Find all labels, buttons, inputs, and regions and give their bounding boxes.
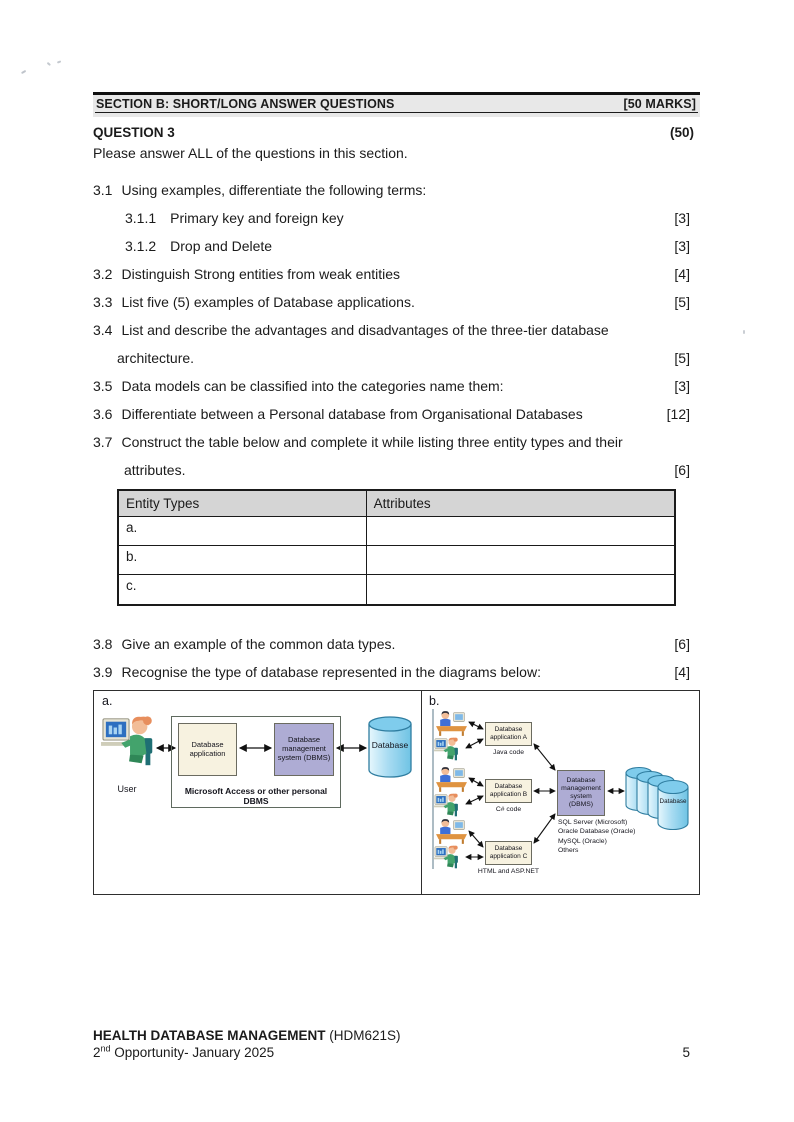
dbms-product: SQL Server (Microsoft): [558, 819, 628, 826]
question-number: 3.1.1: [125, 210, 157, 226]
pencil-mark: [743, 330, 745, 334]
dbms-box: Database management system (DBMS): [557, 770, 605, 816]
app-b-tech-label: C# code: [495, 806, 522, 813]
entity-table-row-a: [118, 516, 675, 545]
entity-cell: c.: [118, 574, 366, 605]
dbms-product: MySQL (Oracle): [558, 837, 607, 845]
user-at-computer-icon: [435, 710, 468, 737]
question-text: Primary key and foreign key: [170, 210, 344, 226]
entity-table-header-entity-types: Entity Types: [118, 490, 366, 516]
footer-course-line: [93, 1028, 690, 1043]
user-at-computer-icon: [435, 818, 468, 845]
question-row-3-8: [93, 636, 690, 652]
footer-course-code: (HDM621S): [325, 1028, 401, 1043]
entity-table-row-c: [118, 574, 675, 605]
question-marks: [6]: [674, 462, 690, 478]
entity-table-row-b: [118, 545, 675, 574]
question-row-3-6: [93, 406, 690, 422]
question-total-marks: (50): [669, 125, 694, 140]
entity-table-header-attributes: Attributes: [366, 490, 675, 516]
footer-opp-num: 2: [93, 1045, 101, 1060]
question-marks: [3]: [674, 238, 690, 254]
footer-opp-rest: Opportunity- January 2025: [110, 1045, 275, 1060]
database-application-a-box: Database application A: [485, 722, 532, 746]
question-marks: [5]: [674, 294, 690, 310]
question-number: 3.9: [93, 664, 113, 680]
section-marks: [50 MARKS]: [623, 97, 696, 111]
page-number: 5: [682, 1045, 690, 1060]
pencil-mark: [47, 62, 51, 66]
attribute-cell-empty: [366, 545, 675, 574]
question-text: attributes.: [124, 462, 186, 478]
question-row-3-1: [93, 182, 690, 198]
page-footer: [93, 1028, 690, 1060]
question-row-3-3: [93, 294, 690, 310]
question-row-3-7-cont: [93, 462, 690, 478]
question-marks: [4]: [674, 664, 690, 680]
question-row-3-9: [93, 664, 690, 680]
diagram-b-panel: [421, 691, 698, 894]
user-label: User: [117, 784, 137, 794]
database-application-c-box: Database application C: [485, 841, 532, 865]
entity-cell: a.: [118, 516, 366, 545]
database-application-box: Database application: [178, 723, 237, 776]
attribute-cell-empty: [366, 574, 675, 605]
question-number: 3.2: [93, 266, 113, 282]
app-a-tech-label: Java code: [493, 749, 524, 756]
section-header-bar: [93, 92, 700, 117]
question-number: 3.7: [93, 434, 113, 450]
footer-course-title: HEALTH DATABASE MANAGEMENT: [93, 1028, 326, 1043]
entity-table: [117, 489, 676, 606]
footer-opp-sup: nd: [100, 1043, 111, 1054]
footer-opportunity-text: [93, 1045, 274, 1060]
footer-opportunity-line: [93, 1045, 690, 1060]
question-marks: [3]: [674, 378, 690, 394]
question-text: Distinguish Strong entities from weak entities: [121, 266, 401, 282]
database-cylinder-label: Database: [659, 798, 687, 805]
user-at-computer-icon: [100, 713, 162, 771]
question-number: 3.1: [93, 182, 113, 198]
question-text: List and describe the advantages and disadvantages of the three-tier database: [121, 322, 609, 338]
dbms-product: Others: [558, 847, 579, 855]
section-title: SECTION B: SHORT/LONG ANSWER QUESTIONS: [96, 97, 395, 111]
question-marks: [4]: [674, 266, 690, 282]
question-row-3-2: [93, 266, 690, 282]
dbms-product: Oracle Database (Oracle): [558, 828, 636, 836]
question-number: 3.1.2: [125, 238, 157, 254]
question-number: 3.8: [93, 636, 113, 652]
question-number: 3.4: [93, 322, 113, 338]
question-text: Give an example of the common data types.: [121, 636, 396, 652]
pencil-mark: [21, 70, 26, 74]
database-cylinder-label: Database: [371, 740, 409, 750]
user-at-computer-icon: [433, 844, 463, 871]
question-marks: [12]: [666, 406, 690, 422]
question-text: Using examples, differentiate the following terms:: [121, 182, 427, 198]
attribute-cell-empty: [366, 516, 675, 545]
diagram-a-panel: [94, 691, 421, 894]
database-application-b-box: Database application B: [485, 779, 532, 803]
question-text: Differentiate between a Personal database from Organisational Databases: [121, 406, 583, 422]
question-row-3-4-cont: [93, 350, 690, 366]
question-text: Construct the table below and complete it while listing three entity types and their: [121, 434, 623, 450]
diagram-a-label: a.: [102, 694, 113, 708]
question-row-3-1-2: [93, 238, 690, 254]
question-text: architecture.: [117, 350, 195, 366]
app-c-tech-label: HTML and ASP.NET: [477, 868, 540, 875]
user-at-computer-icon: [435, 766, 468, 793]
user-at-computer-icon: [433, 736, 463, 763]
pencil-mark: [57, 60, 61, 63]
question-title: QUESTION 3: [93, 125, 175, 140]
user-at-computer-icon: [433, 792, 463, 819]
question-row-3-4: [93, 322, 690, 338]
question-row-3-1-1: [93, 210, 690, 226]
question-text: Drop and Delete: [170, 238, 273, 254]
entity-cell: b.: [118, 545, 366, 574]
entity-table-header-row: [118, 490, 675, 516]
question-number: 3.5: [93, 378, 113, 394]
question-number: 3.6: [93, 406, 113, 422]
question-text: List five (5) examples of Database applications.: [121, 294, 415, 310]
question-text: Recognise the type of database represented in the diagrams below:: [121, 664, 541, 680]
question-instruction: Please answer ALL of the questions in this section.: [93, 145, 408, 161]
dbms-box: Database management system (DBMS): [274, 723, 334, 776]
question-marks: [5]: [674, 350, 690, 366]
diagram-b-label: b.: [429, 694, 440, 708]
question-row-3-5: [93, 378, 690, 394]
diagrams-figure: [93, 690, 700, 895]
dbms-products-list: [558, 818, 638, 856]
question-marks: [3]: [674, 210, 690, 226]
question-marks: [6]: [674, 636, 690, 652]
question-number: 3.3: [93, 294, 113, 310]
container-caption: Microsoft Access or other personal DBMS: [184, 786, 328, 806]
question-heading: [93, 125, 694, 140]
question-text: Data models can be classified into the categories name them:: [121, 378, 504, 394]
question-row-3-7: [93, 434, 690, 450]
